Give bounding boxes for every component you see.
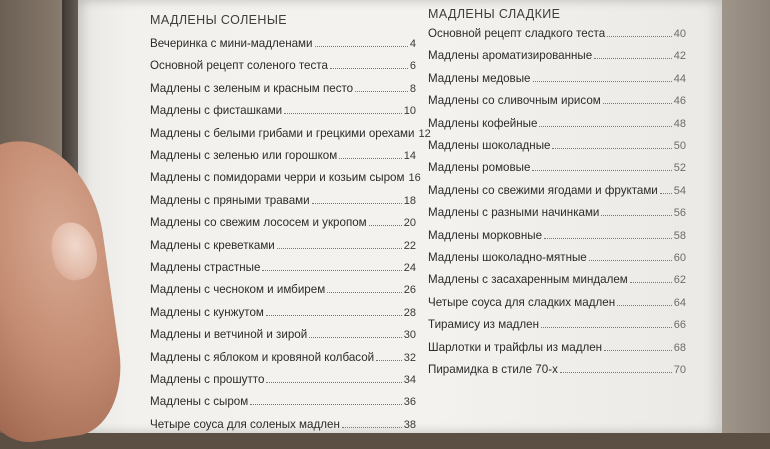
toc-entry-page-number: 18 [403,194,416,207]
toc-entry [150,34,416,50]
toc-entry [150,213,416,229]
dot-leader [532,169,671,171]
dot-leader [369,224,402,226]
toc-entry-title: Четыре соуса для соленых мадлен [150,417,340,431]
dot-leader [604,349,672,351]
toc-entry-title: Мадлены с чесноком и имбирем [150,283,326,297]
toc-entry [428,226,686,242]
dot-leader [552,147,671,149]
toc-entry [150,56,416,72]
toc-entry-title: Мадлены с креветками [150,238,275,252]
toc-entry-title: Мадлены шоколадные [428,139,551,152]
toc-entry-page-number: 48 [673,117,686,130]
toc-entry-page-number: 34 [403,374,416,386]
dot-leader [266,381,401,383]
dot-leader [312,202,402,204]
toc-entry-page-number: 70 [673,364,686,376]
toc-entry-page-number: 30 [403,329,416,342]
toc-entry-title: Мадлены ароматизированные [428,49,593,63]
toc-entry-page-number: 4 [409,38,416,50]
toc-entry-page-number: 22 [403,239,416,252]
toc-entry-title: Вечеринка с мини-мадленами [150,37,313,50]
toc-entry-title: Мадлены с засахаренным миндалем [428,273,628,287]
dot-leader [250,403,402,405]
toc-entry [428,338,686,354]
toc-entry [150,79,416,95]
toc-entry-title: Мадлены с кунжутом [150,305,264,319]
toc-entry [428,24,686,40]
toc-entry [150,415,416,431]
toc-entry-page-number: 8 [409,82,416,95]
dot-leader [541,326,672,328]
toc-entry [150,325,416,341]
toc-entry-page-number: 54 [673,184,686,197]
toc-entry-title: Мадлены с помидорами черри и козьим сыром [150,171,405,185]
toc-entry-title: Четыре соуса для сладких мадлен [428,295,616,309]
toc-entry-page-number: 36 [403,396,416,409]
toc-entry-page-number: 10 [403,105,416,118]
dot-leader [607,35,672,37]
dot-leader [330,67,408,69]
dot-leader [594,57,672,59]
toc-entry-page-number: 64 [673,296,686,309]
toc-entry-title: Мадлены и ветчиной и зирой [150,328,308,342]
toc-entry [150,280,416,296]
toc-entry-title: Мадлены с яблоком и кровяной колбасой [150,350,375,364]
toc-entry-title: Мадлены со свежими ягодами и фруктами [428,183,658,197]
toc-entry [150,258,416,274]
toc-entry [428,360,686,376]
toc-entry [150,168,421,185]
toc-entry-title: Мадлены со сливочным ирисом [428,94,601,108]
toc-entry-title: Мадлены со свежим лососем и укропом [150,216,367,230]
toc-entry [428,315,686,331]
dot-leader [355,90,408,92]
dot-leader [339,157,402,159]
toc-entry-title: Пирамидка в стиле 70-х [428,363,558,376]
toc-entry-page-number: 46 [673,95,686,108]
toc-entry-title: Мадлены с разными начинками [428,206,600,220]
dot-leader [284,112,402,114]
toc-entry [150,191,416,207]
toc-entry [428,91,686,107]
toc-entry [428,203,686,219]
toc-entry-page-number: 28 [403,306,416,319]
dot-leader [560,371,672,373]
toc-entry-title: Мадлены с сыром [150,395,249,409]
toc-entry-page-number: 16 [408,172,421,185]
toc-entry [150,146,416,162]
dot-leader [544,237,672,239]
toc-entry-page-number: 20 [403,217,416,230]
dot-leader [376,359,402,361]
toc-entry-page-number: 24 [403,262,416,274]
toc-entry [150,124,431,140]
toc-entry [428,46,686,62]
toc-entry-title: Мадлены морковные [428,228,543,242]
toc-entry-title: Мадлены страстные [150,261,261,274]
toc-entry [428,69,686,85]
dot-leader [309,336,402,338]
dot-leader [277,247,402,249]
dot-leader [327,291,402,293]
dot-leader [617,304,672,306]
toc-entry-page-number: 52 [673,162,686,175]
toc-entry-title: Мадлены медовые [428,71,531,85]
dot-leader [601,214,671,216]
toc-entry-page-number: 56 [673,207,686,220]
toc-entry [428,270,686,286]
toc-entry-title: Мадлены с зеленым и красным песто [150,81,354,95]
toc-entry-page-number: 62 [673,274,686,287]
toc-entry [150,101,416,117]
toc-entry [428,158,686,174]
toc-entry [428,293,686,309]
dot-leader [603,102,672,104]
toc-entry-title: Мадлены с прошутто [150,373,265,386]
toc-entry-title: Тирамису из мадлен [428,318,540,332]
toc-entry-title: Основной рецепт сладкого теста [428,27,606,40]
toc-entry [428,136,686,152]
toc-entry-title: Мадлены шоколадно-мятные [428,251,587,264]
toc-entry-page-number: 14 [403,150,416,162]
toc-entry [150,303,416,319]
dot-leader [262,269,401,271]
dot-leader [266,314,402,316]
toc-entry-title: Основной рецепт соленого теста [150,59,328,73]
toc-entry-page-number: 66 [673,319,686,332]
toc-entry [150,348,416,364]
toc-entry-page-number: 38 [403,418,416,431]
dot-leader [630,281,672,283]
toc-entry-title: Мадлены с пряными травами [150,193,310,207]
dot-leader [315,45,408,47]
dot-leader [533,80,672,82]
toc-entry [150,236,416,252]
toc-entry-title: Шарлотки и трайфлы из мадлен [428,340,603,354]
toc-entry-page-number: 58 [673,229,686,242]
toc-entry-page-number: 26 [403,284,416,297]
section-heading-savory: МАДЛЕНЫ СОЛЕНЫЕ [150,13,288,27]
toc-entry-page-number: 44 [673,72,686,85]
toc-entry-page-number: 42 [673,50,686,63]
toc-entry-title: Мадлены с фисташками [150,104,283,118]
toc-entry [150,392,416,408]
toc-entry [428,114,686,130]
toc-entry-title: Мадлены с зеленью или горошком [150,149,338,162]
toc-entry-title: Мадлены с белыми грибами и грецкими орехами [150,126,415,140]
dot-leader [589,259,672,261]
dot-leader [539,125,671,127]
toc-entry-page-number: 12 [418,127,431,140]
toc-entry-page-number: 50 [673,140,686,152]
toc-entry-title: Мадлены кофейные [428,116,538,130]
toc-entry [428,248,686,264]
dot-leader [660,192,672,194]
toc-entry-page-number: 68 [673,341,686,354]
toc-entry-page-number: 40 [673,28,686,40]
section-heading-sweet: МАДЛЕНЫ СЛАДКИЕ [428,7,561,21]
toc-entry [150,370,416,386]
toc-entry-page-number: 6 [409,60,416,73]
toc-entry [428,181,686,197]
dot-leader [342,426,402,428]
toc-entry-page-number: 32 [403,351,416,364]
toc-entry-page-number: 60 [673,252,686,264]
toc-entry-title: Мадлены ромовые [428,161,531,175]
